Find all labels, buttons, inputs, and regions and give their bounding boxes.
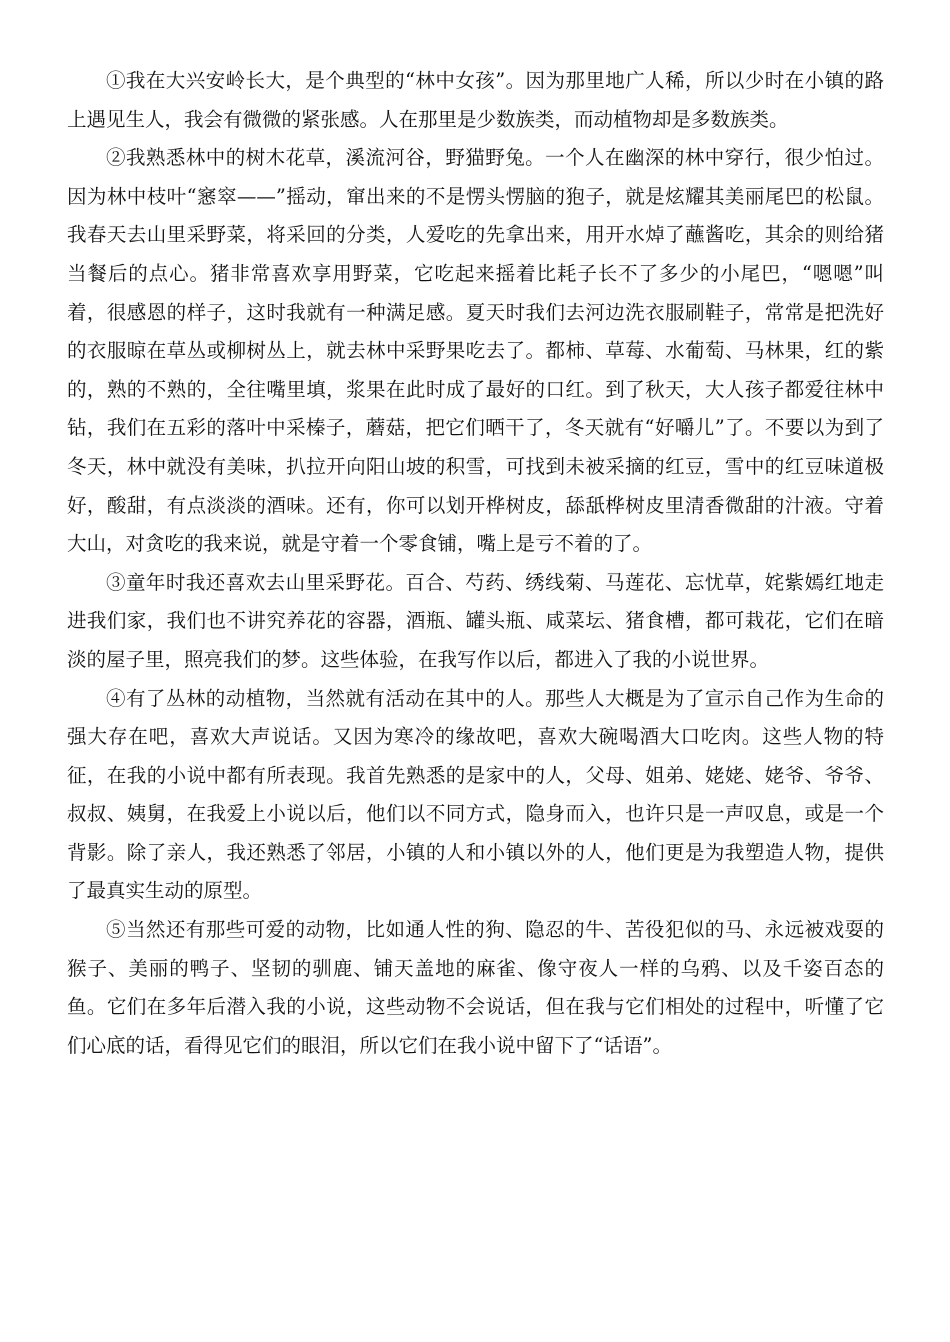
paragraph-5: ⑤当然还有那些可爱的动物，比如通人性的狗、隐忍的牛、苦役犯似的马、永远被戏耍的猴子、美丽的鸭子、坚韧的驯鹿、铺天盖地的麻雀、像守夜人一样的乌鸦、以及千姿百态的鱼。它们在多年后潜入我的小说，这些动物不会说话，但在我与它们相处的过程中，听懂了它们心底的话，看得见它们的眼泪，所以它们在我小说中留下了“话语”。 [67, 918, 884, 1057]
document-body [67, 62, 884, 1065]
paragraph-2: ②我熟悉林中的树木花草，溪流河谷，野猫野兔。一个人在幽深的林中穿行，很少怕过。因为林中枝叶“窸窣——”摇动，窜出来的不是愣头愣脑的狍子，就是炫耀其美丽尾巴的松鼠。我春天去山里采野菜，将采回的分类，人爱吃的先拿出来，用开水焯了蘸酱吃，其余的则给猪当餐后的点心。猪非常喜欢享用野菜，它吃起来摇着比耗子长不了多少的小尾巴，“嗯嗯”叫着，很感恩的样子，这时我就有一种满足感。夏天时我们去河边洗衣服刷鞋子，常常是把洗好的衣服晾在草丛或柳树丛上，就去林中采野果吃去了。都柿、草莓、水葡萄、马林果，红的紫的，熟的不熟的，全往嘴里填，浆果在此时成了最好的口红。到了秋天，大人孩子都爱往林中钻，我们在五彩的落叶中采榛子，蘑菇，把它们晒干了，冬天就有“好嚼儿”了。不要以为到了冬天，林中就没有美味，扒拉开向阳山坡的积雪，可找到未被采摘的红豆，雪中的红豆味道极好，酸甜，有点淡淡的酒味。还有，你可以划开桦树皮，舔舐桦树皮里清香微甜的汁液。守着大山，对贪吃的我来说，就是守着一个零食铺，嘴上是亏不着的了。 [67, 146, 884, 556]
paragraph-3: ③童年时我还喜欢去山里采野花。百合、芍药、绣线菊、马莲花、忘忧草，姹紫嫣红地走进我们家，我们也不讲究养花的容器，酒瓶、罐头瓶、咸菜坛、猪食槽，都可栽花，它们在暗淡的屋子里，照亮我们的梦。这些体验，在我写作以后，都进入了我的小说世界。 [67, 570, 884, 671]
paragraph-1: ①我在大兴安岭长大，是个典型的“林中女孩”。因为那里地广人稀，所以少时在小镇的路上遇见生人，我会有微微的紧张感。人在那里是少数族类，而动植物却是多数族类。 [67, 69, 884, 131]
paragraph-4: ④有了丛林的动植物，当然就有活动在其中的人。那些人大概是为了宣示自己作为生命的强大存在吧，喜欢大声说话。又因为寒冷的缘故吧，喜欢大碗喝酒大口吃肉。这些人物的特征，在我的小说中都有所表现。我首先熟悉的是家中的人，父母、姐弟、姥姥、姥爷、爷爷、叔叔、姨舅，在我爱上小说以后，他们以不同方式，隐身而入，也许只是一声叹息，或是一个背影。除了亲人，我还熟悉了邻居，小镇的人和小镇以外的人，他们更是为我塑造人物，提供了最真实生动的原型。 [67, 686, 884, 903]
